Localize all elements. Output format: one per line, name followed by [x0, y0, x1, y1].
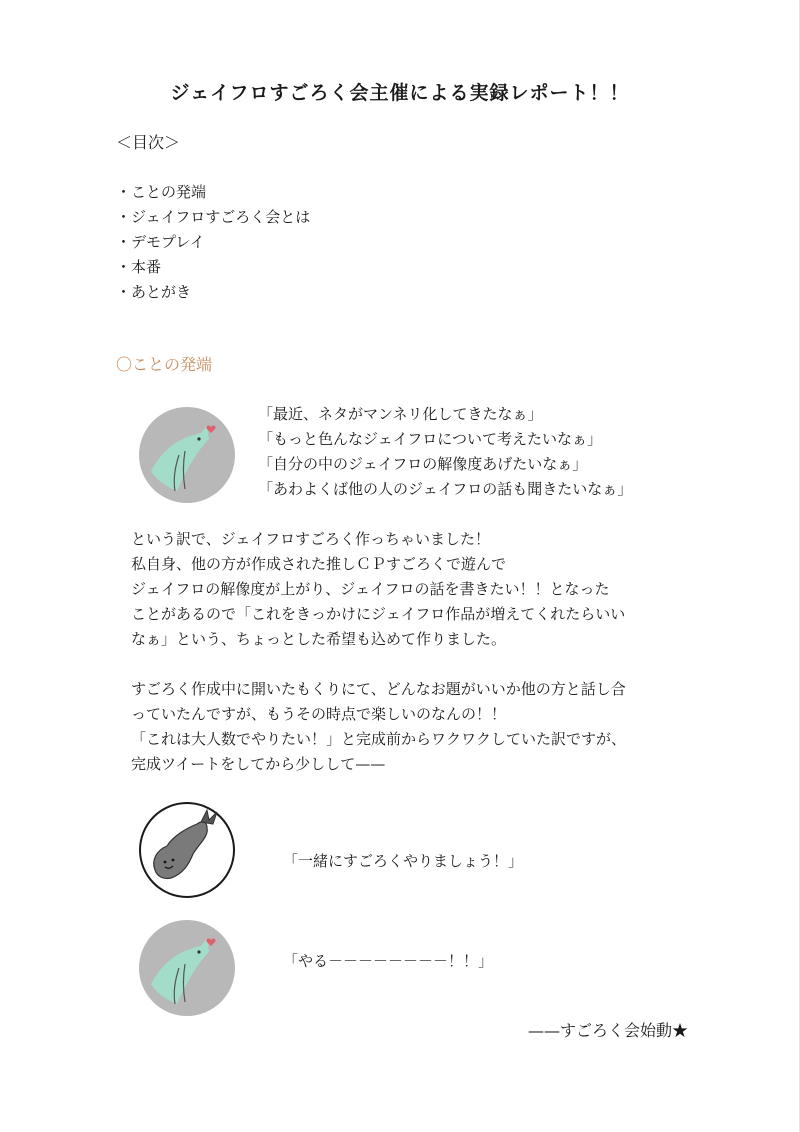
paragraph-line: という訳で、ジェイフロすごろく作っちゃいました！ [131, 530, 490, 548]
toc-item: ・デモプレイ [116, 233, 205, 251]
paragraph-line: 私自身、他の方が作成された推しＣＰすごろくで遊んで [131, 555, 507, 573]
paragraph-2 [131, 677, 626, 777]
paragraph-1 [131, 527, 625, 652]
quote-line: 「最近、ネタがマンネリ化してきたなぁ」 [258, 405, 543, 423]
toc-item: ・本番 [116, 258, 162, 276]
paragraph-line: っていたんですが、もうその時点で楽しいのなんの！！ [131, 705, 507, 723]
section-heading: 〇ことの発端 [116, 355, 213, 374]
paragraph-line: ことがあるので「これをきっかけにジェイフロ作品が増えてくれたらいい [131, 605, 626, 623]
quote-line: 「あわよくば他の人のジェイフロの話も聞きたいなぁ」 [258, 480, 633, 498]
toc-item: ・ことの発端 [116, 183, 207, 201]
paragraph-line: ジェイフロの解像度が上がり、ジェイフロの話を書きたい！！となった [131, 580, 610, 598]
quote-line: 「自分の中のジェイフロの解像度あげたいなぁ」 [258, 455, 588, 473]
document-title: ジェイフロすごろく会主催による実録レポート！！ [170, 82, 630, 104]
green-creature-avatar-icon [137, 918, 237, 1018]
paragraph-line: 完成ツイートをしてから少しして—— [131, 755, 386, 773]
paragraph-line: なぁ」という、ちょっとした希望も込めて作りました。 [131, 630, 507, 648]
toc-item: ・あとがき [116, 283, 192, 301]
dialog-line: 「やる－－－－－－－－！！」 [283, 952, 494, 970]
toc-list [116, 180, 310, 305]
dialog-line: 「一緒にすごろくやりましょう！」 [283, 852, 524, 870]
toc-item: ・ジェイフロすごろく会とは [116, 208, 311, 226]
paragraph-line: すごろく作成中に開いたもくりにて、どんなお題がいいか他の方と話し合 [131, 680, 626, 698]
green-creature-avatar-icon [137, 405, 237, 505]
paragraph-line: 「これは大人数でやりたい！」と完成前からワクワクしていた訳ですが、 [131, 730, 627, 748]
quote-line: 「もっと色んなジェイフロについて考えたいなぁ」 [258, 430, 602, 448]
toc-heading: ＜目次＞ [116, 133, 181, 152]
quote-block [258, 402, 632, 502]
tempura-avatar-icon [137, 800, 237, 900]
signoff: ——すごろく会始動★ [527, 1021, 688, 1040]
